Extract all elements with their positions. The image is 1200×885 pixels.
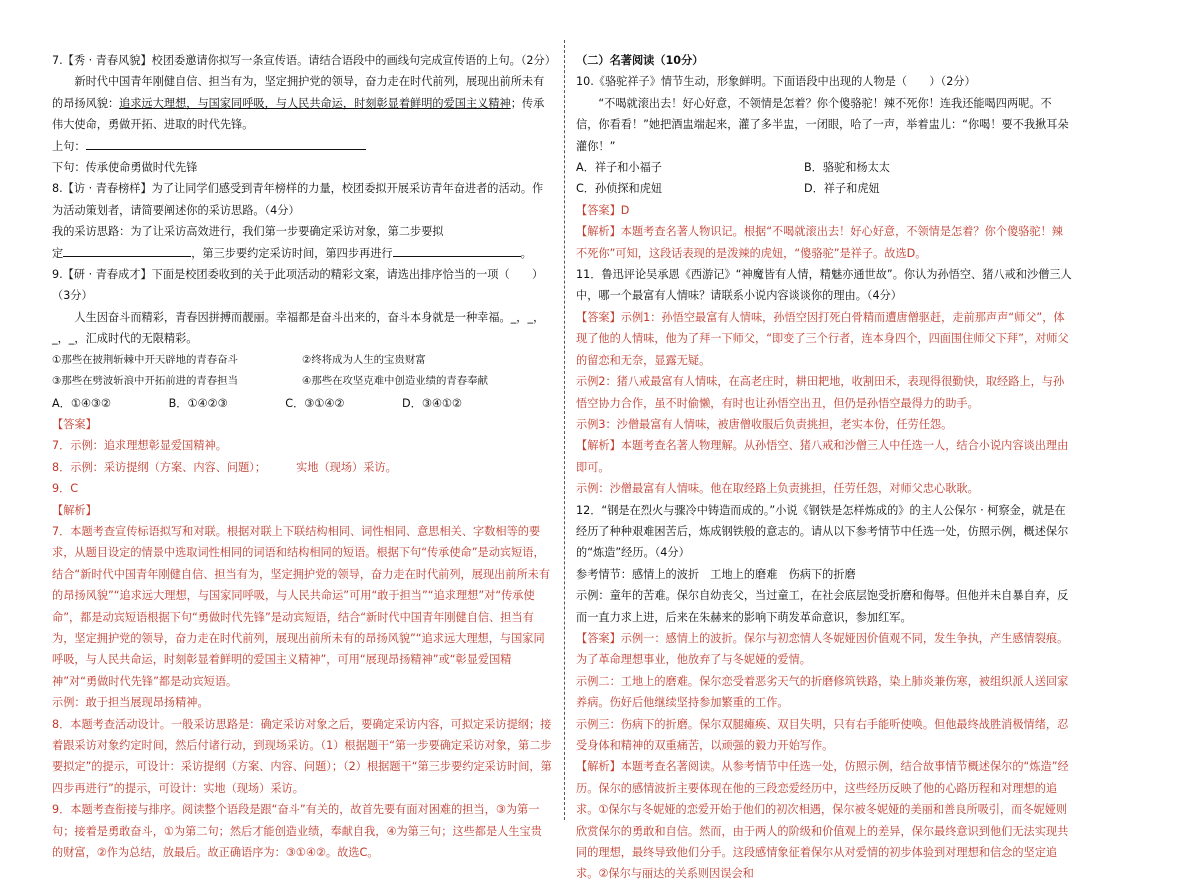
answer-11-ex1 xyxy=(576,307,1072,371)
q12-heading: 12．“钢是在烈火与骤冷中铸造而成的。”小说《钢铁是怎样炼成的》的主人公保尔 · 柯察金，就是在经历了种种艰难困苦后，炼成钢铁般的意志的。请从以下参考情节中任选一处，仿照示例，概述保尔的“炼造”经历。（4分） xyxy=(576,503,1069,560)
q8-blank-1 xyxy=(63,244,191,257)
answer-10-tag: 【答案】 xyxy=(576,203,621,217)
q10-choice-c: C．孙侦探和虎妞 xyxy=(576,182,663,196)
answer-8 xyxy=(52,457,552,478)
q9-choice-a: A．①④③② xyxy=(52,396,111,410)
answer-10-value: D xyxy=(620,203,630,217)
q9-option-3: ③那些在劈波斩浪中开拓前进的青春担当 xyxy=(52,375,238,388)
q7-upper-line xyxy=(52,136,552,157)
q7-heading: 7.【秀 · 青春风貌】校团委邀请你拟写一条宣传语。请结合语段中的画线句完成宣传语的上句。（2分） xyxy=(52,54,556,67)
answer-tag: 【答案】 xyxy=(52,417,97,431)
q11-heading: 11．鲁迅评论吴承恩《西游记》“神魔皆有人情，精魅亦通世故”。你认为孙悟空、猪八戒和沙僧三人中，哪一个最富有人情味？请联系小说内容谈谈你的理由。（4分） xyxy=(576,268,1072,303)
q9-option-4: ④那些在攻坚克难中创造业绩的青春奉献 xyxy=(302,375,488,388)
answer-12-tag: 【答案】 xyxy=(576,631,621,645)
q12-example: 示例：童年的苦难。保尔自幼丧父，当过童工，在社会底层饱受折磨和侮辱。但他并未自暴自弃，反而一直力求上进，后来在朱赫来的影响下萌发革命意识，参加红军。 xyxy=(576,589,1069,624)
q10-choices-row1 xyxy=(576,157,1072,178)
q10-choice-a: A．祥子和小福子 xyxy=(576,161,662,175)
q10-passage: “不喝就滚出去！好心好意，不领情是怎着？你个傻骆驼！辣不死你！连我还能喝四两呢。不信，你看看！”她把酒盅端起来，灌了多半盅，一闭眼，哈了一声，举着盅儿：“你喝！要不我揪耳朵灌你！” xyxy=(576,96,1069,153)
q9-choice-b: B．①④②③ xyxy=(168,396,228,410)
answer-8-a: 8．示例：采访提纲（方案、内容、问题）； xyxy=(52,460,267,474)
q7-upper-label: 上句： xyxy=(52,139,86,153)
analysis-12 xyxy=(576,756,1072,884)
q9-option-1: ①那些在披荆斩棘中开天辟地的青春奋斗 xyxy=(52,353,238,366)
answer-12-ex2: 示例二：工地上的磨难。保尔恋受着恶劣天气的折磨修筑铁路，染上肺炎兼伤寒，被组织派人送回家养病。伤好后他继续坚持参加繁重的工作。 xyxy=(576,674,1069,710)
q7-upper-blank xyxy=(86,137,366,150)
analysis-11-text: 本题考查名著人物理解。从孙悟空、猪八戒和沙僧三人中任选一人，结合小说内容谈出理由即可。 xyxy=(576,439,1069,474)
answer-11-ex3: 示例3：沙僧最富有人情味，被唐僧收服后负责挑担，老实本份，任劳任怨。 xyxy=(576,417,953,431)
answer-9: 9．C xyxy=(52,482,79,496)
q10-choice-b: B．骆驼和杨太太 xyxy=(804,161,890,175)
answer-11-ex1-text: 示例1：孙悟空最富有人情味，孙悟空因打死白骨精而遭唐僧驱赶，走前那声声“师父”，体现了他的人情味，他为了拜一下师父，“即变了三个行者，连本身四个，四面围住师父下拜”，对师父的留恋和无奈，显露无疑。 xyxy=(576,310,1069,367)
q8-line2-c: 。 xyxy=(520,246,532,260)
q7-underlined-sentence: 追求远大理想，与国家同呼吸，与人民共命运，时刻彰显着鲜明的爱国主义精神 xyxy=(119,96,511,110)
q7-passage-pre: 新时代中国青年刚健自信、担当有为，坚定拥护党的领导，奋力走在时代前列，展现出前所未有的昂扬风貌： xyxy=(52,75,545,110)
answer-12-ex1 xyxy=(576,628,1072,671)
analysis-8: 8．本题考查活动设计。一般采访思路是：确定采访对象之后，要确定采访内容，可拟定采访提纲；接着跟采访对象约定时间，然后付诸行动，到现场采访。（1）根据题干“第一步要确定采访对象，第二步要拟定”的提示，可设计：采访提纲（方案、内容、问题）；（2）根据题干“第三步要约定采访时间，第四步再进行”的提示，可设计：实地（现场）采访。 xyxy=(52,717,552,795)
answer-10 xyxy=(576,200,1072,221)
analysis-7-example: 示例：敢于担当展现昂扬精神。 xyxy=(52,696,209,710)
q7-passage-post: ；传承伟大使命，勇做开拓、进取的时代先锋。 xyxy=(52,96,545,132)
analysis-12-text: 本题考查名著阅读。从参考情节中任选一处，仿照示例，结合故事情节概述保尔的“炼造”经历。保尔的感情波折主要体现在他的三段恋爱经历中，这些经历反映了他的心路历程和对理想的追求。①保尔与冬妮娅的恋爱开始于他们的初次相遇，保尔被冬妮娅的美丽和善良所吸引，而冬妮娅则欣赏保尔的勇敢和自信。然而，由于两人的阶级和价值观上的差异，保尔最终意识到他们无法实现共同的理想，最终导致他们分手。这段感情象征着保尔从对爱情的初步体验到对理想和信念的坚定追求。②保尔与丽达的关系则因误会和 xyxy=(576,760,1069,881)
q8-heading: 8.【访 · 青春榜样】为了让同学们感受到青年榜样的力量，校团委拟开展采访青年奋进者的活动。作为活动策划者，请简要阐述你的采访思路。（4分） xyxy=(52,182,544,217)
analysis-10-tag: 【解析】 xyxy=(576,225,621,239)
answer-8-b: 实地（现场）采访。 xyxy=(296,460,397,474)
left-column xyxy=(52,50,556,863)
q10-choices-row2 xyxy=(576,178,1072,199)
q9-passage: 人生因奋斗而精彩，青春因拼搏而靓丽。幸福都是奋斗出来的，奋斗本身就是一种幸福。_，_，_，_，汇成时代的无限精彩。 xyxy=(52,310,545,346)
column-divider xyxy=(564,40,565,820)
answer-12-ex1-text: 示例一：感情上的波折。保尔与初恋情人冬妮娅因价值观不同，发生争执，产生感情裂痕。为了革命理想事业，他放弃了与冬妮娅的爱情。 xyxy=(576,631,1069,667)
answer-12-ex3: 示例三：伤病下的折磨。保尔双腿瘫痪、双目失明，只有右手能听使唤。但他最终战胜消极情绪，忍受身体和精神的双重痛苦，以顽强的毅力开始写作。 xyxy=(576,717,1069,752)
q8-line1: 我的采访思路：为了让采访高效进行，我们第一步要确定采访对象，第二步要拟 xyxy=(52,225,444,239)
q9-choice-d: D．③④①② xyxy=(402,396,462,410)
q9-option-2: ②终将成为人生的宝贵财富 xyxy=(302,353,426,366)
analysis-9: 9．本题考查衔接与排序。阅读整个语段是跟“奋斗”有关的，故首先要有面对困难的担当，③为第一句；接着是勇敢奋斗，①为第二句；然后才能创造业绩，奉献自我，④为第三句；这些都是人生宝贵的财富，②作为总结，放最后。故正确语序为：③①④②。故选C。 xyxy=(52,803,542,860)
section-title: （二）名著阅读（10分） xyxy=(576,54,704,67)
q8-line2-a: 定 xyxy=(52,246,64,260)
analysis-11-example: 示例：沙僧最富有人情味。他在取经路上负责挑担，任劳任怨，对师父忠心耿耿。 xyxy=(576,482,979,496)
analysis-10 xyxy=(576,221,1072,264)
q7-passage xyxy=(52,71,552,135)
q10-choice-d: D．祥子和虎妞 xyxy=(804,182,880,196)
analysis-11-tag: 【解析】 xyxy=(576,439,621,453)
analysis-12-tag: 【解析】 xyxy=(576,760,621,774)
q10-heading: 10.《骆驼祥子》情节生动，形象鲜明。下面语段中出现的人物是（ ）（2分） xyxy=(576,75,976,89)
analysis-10-text: 本题考查名著人物识记。根据“不喝就滚出去！好心好意，不领情是怎着？你个傻骆驼！辣不死你”可知，这段话表现的是泼辣的虎妞，“傻骆驼”是祥子。故选D。 xyxy=(576,225,1063,260)
q9-choice-c: C．③①④② xyxy=(285,396,345,410)
q9-options-row2 xyxy=(52,371,552,392)
q8-blank-2 xyxy=(393,244,521,257)
q9-heading: 9.【研 · 青春成才】下面是校团委收到的关于此项活动的精彩文案，请选出排序恰当的一项（ ）（3分） xyxy=(52,268,544,303)
q9-choices xyxy=(52,393,552,414)
answer-11-tag: 【答案】 xyxy=(576,310,621,324)
q9-options-row1 xyxy=(52,350,552,371)
q8-line2-b: ，第三步要约定采访时间，第四步再进行 xyxy=(191,246,393,260)
analysis-7: 7．本题考查宣传标语拟写和对联。根据对联上下联结构相同、词性相同、意思相关、字数相等的要求，从题目设定的情景中选取词性相同的词语和结构相同的短语。根据下句“传承使命”是动宾短语，结合“新时代中国青年刚健自信、担当有为，坚定拥护党的领导，奋力走在时代前列，展现出前所未有的昂扬风貌”“追求远大理想，与国家同呼吸，与人民共命运”可用“敢于担当”“追求理想”对“传承使命”，都是动宾短语根据下句“勇做时代先锋”是动宾短语，结合“新时代中国青年刚健自信、担当有为，坚定拥护党的领导，奋力走在时代前列，展现出前所未有的昂扬风貌”“追求远大理想，与国家同呼吸，与人民共命运，时刻彰显着鲜明的爱国主义精神”，可用“展现昂扬精神”或“彰显爱国精神”对“勇做时代先锋”都是动宾短语。 xyxy=(52,524,551,688)
q8-line2 xyxy=(52,243,552,264)
analysis-11 xyxy=(576,435,1072,478)
analysis-tag: 【解析】 xyxy=(52,503,97,517)
answer-7: 7．示例：追求理想彰显爱国精神。 xyxy=(52,439,227,453)
q7-lower-line: 下句：传承使命勇做时代先锋 xyxy=(52,161,198,175)
right-column xyxy=(576,50,1072,885)
q12-reference: 参考情节：感情上的波折 工地上的磨难 伤病下的折磨 xyxy=(576,567,856,581)
answer-11-ex2: 示例2：猪八戒最富有人情味，在高老庄时，耕田耙地，收割田禾，表现得很勤快，取经路上，与孙悟空协力合作，虽不时偷懒，有时也让孙悟空出丑，但仍是孙悟空最得力的助手。 xyxy=(576,375,1065,410)
